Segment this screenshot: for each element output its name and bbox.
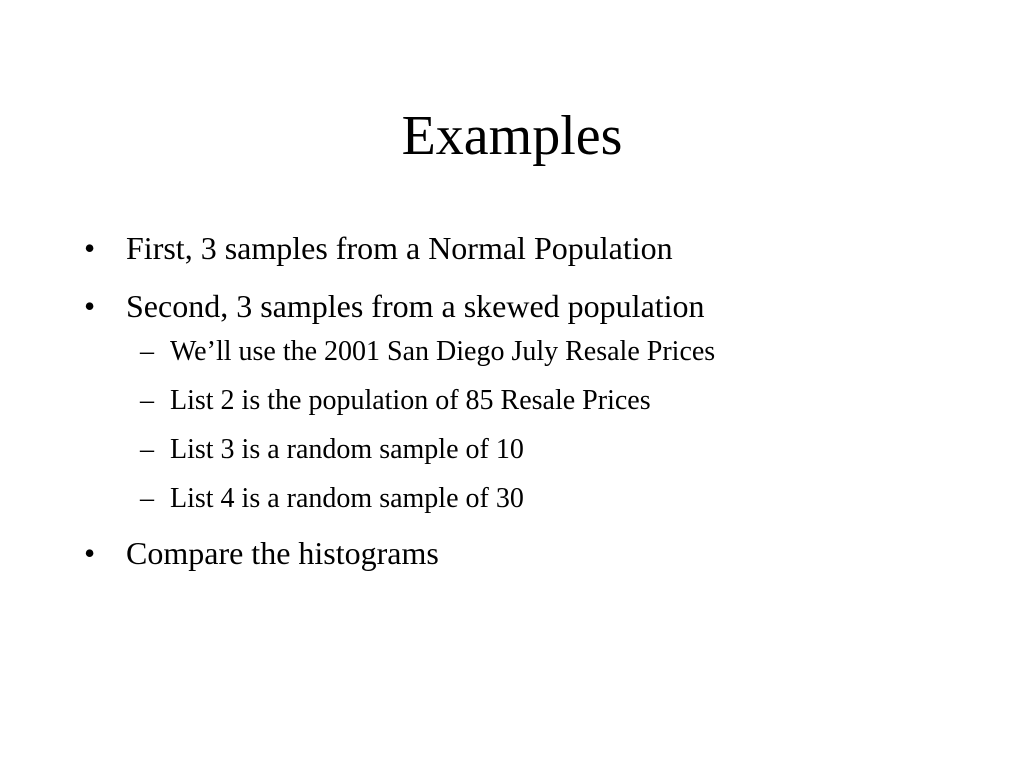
sub-bullet-marker: – (140, 483, 154, 514)
bullet-text: Compare the histograms (126, 535, 439, 571)
bullet-text: First, 3 samples from a Normal Population (126, 230, 673, 266)
sub-bullet-item (84, 483, 964, 515)
bullet-item (84, 286, 964, 515)
bullet-marker: • (84, 288, 96, 324)
sub-bullet-text: List 3 is a random sample of 10 (170, 434, 524, 465)
sub-bullet-text: List 2 is the population of 85 Resale Prices (170, 385, 651, 416)
sub-bullet-marker: – (140, 385, 154, 416)
sub-bullet-text: We’ll use the 2001 San Diego July Resale Prices (170, 336, 716, 367)
bullet-text: Second, 3 samples from a skewed population (126, 288, 705, 324)
sub-bullet-text: List 4 is a random sample of 30 (170, 483, 524, 514)
bullet-marker: • (84, 230, 96, 266)
sub-bullet-item (84, 385, 964, 417)
slide-title: Examples (401, 105, 623, 167)
sub-bullet-item (84, 434, 964, 466)
bullet-item (84, 533, 964, 573)
bullet-item (84, 228, 964, 268)
bullet-list (84, 228, 964, 591)
sub-bullet-list (84, 336, 964, 515)
sub-bullet-item (84, 336, 964, 368)
sub-bullet-marker: – (140, 434, 154, 465)
sub-bullet-marker: – (140, 336, 154, 367)
bullet-marker: • (84, 535, 96, 571)
